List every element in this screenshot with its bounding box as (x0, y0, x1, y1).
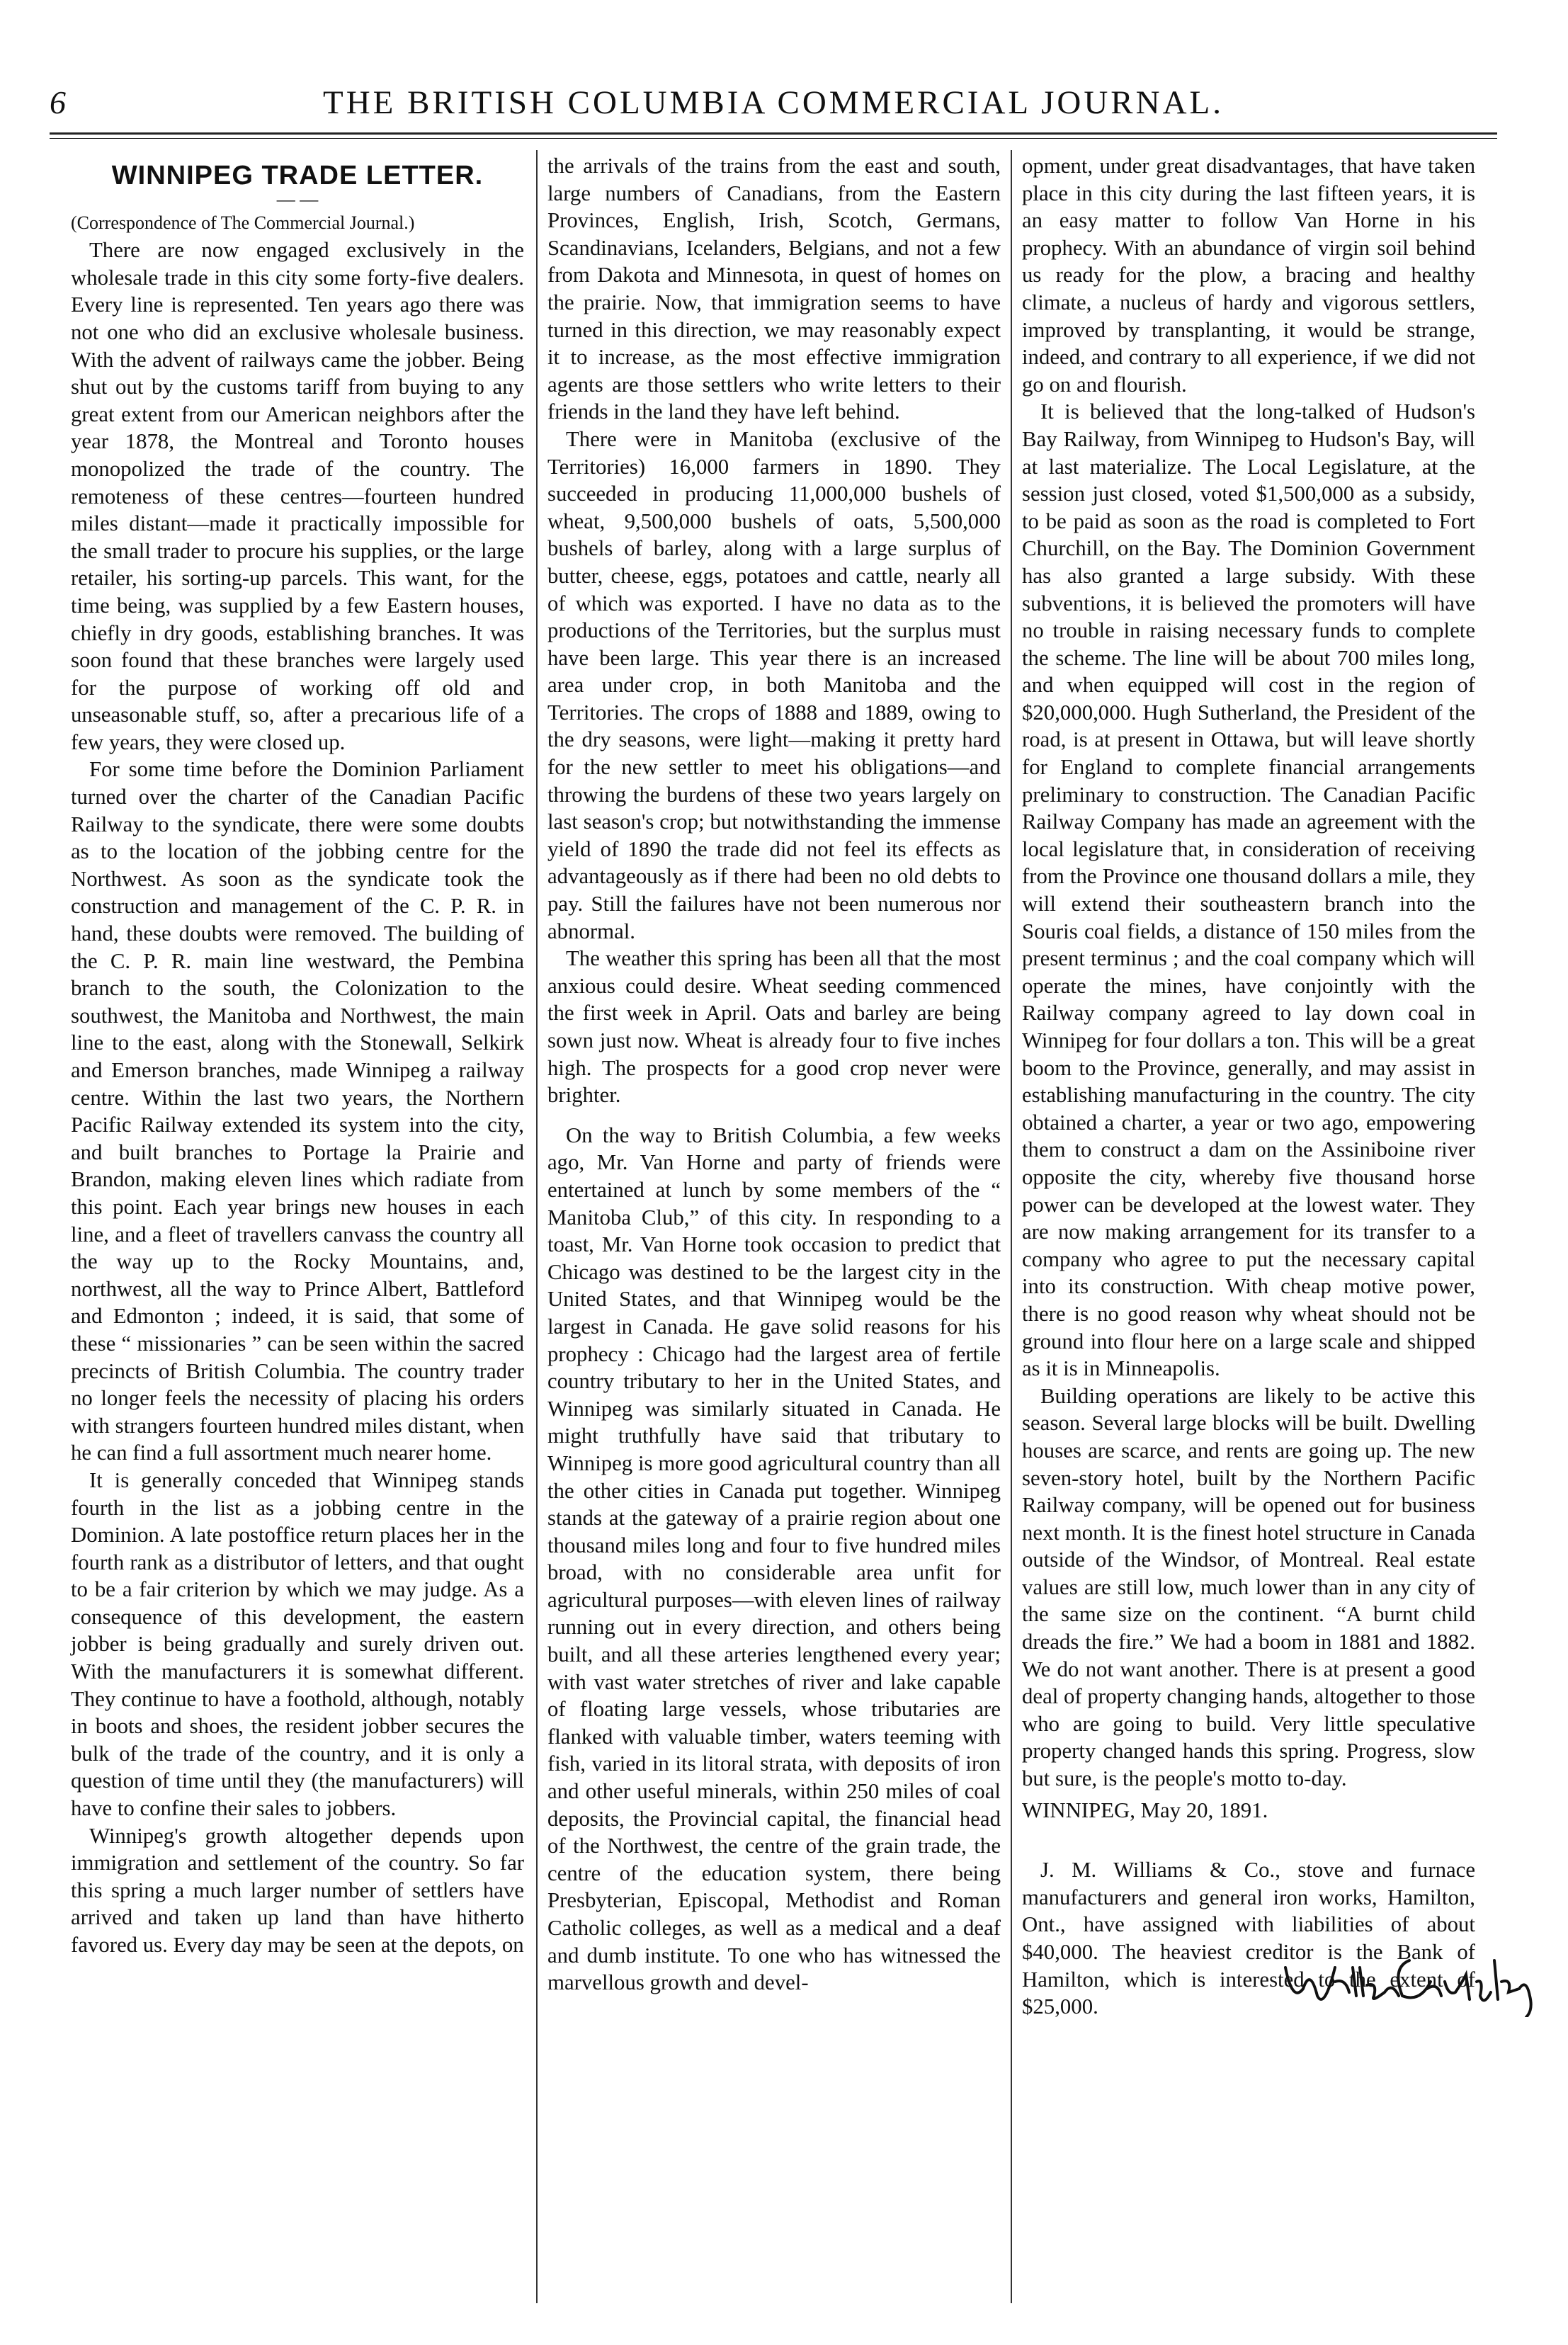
paragraph: There were in Manitoba (exclusive of the Territories) 16,000 farmers in 1890. They succeeded in producing 11,000,000 bushels of wheat, 9,500,000 bushels of oats, 5,500,000 bushels of barley, along with a large surplus of butter, cheese, eggs, potatoes and cattle, nearly all of which was exported. I have no data as to the productions of the Territories, but the surplus must have been large. This year there is an increased area under crop, in both Manitoba and the Territories. The crops of 1888 and 1889, owing to the dry seasons, were light—making it pretty hard for the new settler to meet his obligations—and throwing the burdens of these two years largely on last season's crop; but notwithstanding the immense yield of 1890 the trade did not feel its effects as advantageously as if there had been no old debts to pay. Still the failures have not been numerous nor abnormal. (547, 426, 1001, 943)
column-divider (1011, 150, 1012, 2303)
page-header (50, 84, 1497, 126)
paragraph-continued: the arrivals of the trains from the east and south, large numbers of Canadians, from the Eastern Provinces, English, Irish, Scotch, Germans, Scandinavians, Icelanders, Belgians, and not a few from Dakota and Minnesota, in quest of homes on the prairie. Now, that immigration seems to have turned in this direction, we may reasonably expect it to increase, as the most effective immigration agents are those settlers who write letters to their friends in the land they have left behind. (547, 154, 1001, 424)
paragraph-continued: opment, under great disadvantages, that have taken place in this city during the last fifteen years, it is an easy matter to follow Van Horne in his prophecy. With an abundance of virgin soil behind us ready for the plow, a bracing and healthy climate, a nucleus of hardy and vigorous settlers, improved by transplanting, it would be strange, indeed, and contrary to all experience, if we did not go on and flourish. (1022, 154, 1475, 397)
paragraph: On the way to British Columbia, a few weeks ago, Mr. Van Horne and party of friends were entertained at lunch by some members of the “ Manitoba Club,” of this city. In responding to a toast, Mr. Van Horne took occasion to predict that Chicago was destined to be the largest city in the United States, and that Winnipeg would be the largest in Canada. He gave solid reasons for his prophecy : Chicago had the largest area of fertile country tributary to her in the United States, and Winnipeg was similarly situated in Canada. He might truthfully have said that tributary to Winnipeg is more good agricultural country than all the other cities in Canada put together. Winnipeg stands at the gateway of a prairie region about one thousand miles long and four to five hundred miles broad, with no considerable area unfit for agricultural purposes—with eleven lines of railway running out in every direction, and others being built, and all these arteries lengthened every year; with vast water stretches of river and lake capable of floating large vessels, whose tributaries are flanked with valuable timber, waters teeming with fish, varied in its litoral strata, with deposits of iron and other useful minerals, within 250 miles of coal deposits, the Provincial capital, the financial head of the Northwest, the centre of the grain trade, the centre of the education system, there being Presbyterian, Episcopal, Methodist and Roman Catholic colleges, as well as a medical and a deaf and dumb institute. To one who has witnessed the marvellous growth and devel- (547, 1123, 1001, 1995)
headline-dash: — — (276, 188, 319, 210)
article-headline: WINNIPEG TRADE LETTER. (111, 161, 484, 191)
paragraph: It is believed that the long-talked of Hudson's Bay Railway, from Winnipeg to Hudson's Bay, will at last materialize. The Local Legislature, at the session just closed, voted $1,500,000 as a subsidy, to be paid as soon as the road is completed to Fort Churchill, on the Bay. The Dominion Government has also granted a large subsidy. With these subventions, it is believed the promoters will have no trouble in raising necessary funds to complete the scheme. The line will be about 700 miles long, and when equipped will cost in the region of $20,000,000. Hugh Sutherland, the President of the road, is at present in Ottawa, but will leave shortly for England to complete financial arrangements preliminary to construction. The Canadian Pacific Railway Company has made an agreement with the local legislature that, in consideration of receiving from the Province one thousand dollars a mile, they will extend their southeastern branch into the Souris coal fields, a distance of 150 miles from the present terminus ; and the coal company which will operate the mines, have conjointly with the Railway company agreed to lay down coal in Winnipeg for four dollars a ton. This will be a great boom to the Province, generally, and may assist in establishing manufacturing in the country. The city obtained a charter, a year or two ago, empowering them to construct a dam on the Assiniboine river opposite the city, whereby five thousand horse power can be developed at the lowest water. They are now making arrangement for its transfer to a company who agree to put the necessary capital into its construction. With cheap motive power, there is no good reason why wheat should not be ground into flour here on a large scale and shipped as it is in Minneapolis. (1022, 399, 1475, 1381)
header-rule (50, 132, 1497, 139)
column-2 (547, 152, 1001, 1997)
notice-paragraph: J. M. Williams & Co., stove and furnace manufacturers and general iron works, Hamilton, Ont., have assigned with liabilities of about $40,000. The heaviest creditor is the Bank of Hamilton, which is interested to the extent of $25,000. (1022, 1858, 1475, 2019)
page-number: 6 (50, 84, 66, 120)
dateline: WINNIPEG, May 20, 1891. (1022, 1798, 1268, 1822)
column-1 (71, 152, 524, 1959)
paragraph: There are now engaged exclusively in the wholesale trade in this city some forty-five dealers. Every line is represented. Ten years ago there was not one who did an exclusive wholesale business. With the advent of railways came the jobber. Being shut out by the customs tariff from buying to any great extent from our American neighbors after the year 1878, the Montreal and Toronto houses monopolized the trade of the country. The remoteness of these centres—fourteen hundred miles distant—made it practically impossible for the small trader to procure his supplies, or the large retailer, his sorting-up parcels. This want, for the time being, was supplied by a few Eastern houses, chiefly in dry goods, establishing branches. It was soon found that these branches were largely used for the purpose of working off old and unseasonable stuff, so, after a precarious life of a few years, they were closed up. (71, 238, 524, 754)
column-3 (1022, 152, 1475, 2021)
paragraph: For some time before the Dominion Parliament turned over the charter of the Canadian Pacific Railway to the syndicate, there were some doubts as to the location of the jobbing centre for the Northwest. As soon as the syndicate took the construction and management of the C. P. R. in hand, these doubts were removed. The building of the C. P. R. main line westward, the Pembina branch to the south, the Colonization to the southwest, the Manitoba and Northwest, the main line to the east, along with the Stonewall, Selkirk and Emerson branches, made Winnipeg a railway centre. Within the last two years, the Northern Pacific Railway extended its system into the city, and built branches to Portage la Prairie and Brandon, making eleven lines which radiate from this point. Each year brings new houses in each line, and a fleet of travellers canvass the country all the way up to the Rocky Mountains, and, northwest, all the way to Prince Albert, Battleford and Edmonton ; indeed, it is said, that some of these “ missionaries ” can be seen within the sacred precincts of British Columbia. The country trader no longer feels the necessity of placing his orders with strangers fourteen hundred miles distant, when he can find a full assortment much nearer home. (71, 757, 524, 1465)
handwritten-signature (1278, 1939, 1568, 2017)
paragraph: It is generally conceded that Winnipeg stands fourth in the list as a jobbing centre in the Dominion. A late postoffice return places her in the fourth rank as a distributor of letters, and that ought to be a fair criterion by which we may judge. As a consequence of this development, the eastern jobber is being gradually and surely driven out. With the manufacturers it is somewhat different. They continue to have a foothold, although, notably in boots and shoes, the resident jobber secures the bulk of the trade of the country, and it is only a question of time until they (the manufacturers) will have to confine their sales to jobbers. (71, 1467, 524, 1821)
paragraph: The weather this spring has been all that the most anxious could desire. Wheat seeding commenced the first week in April. Oats and barley are being sown just now. Wheat is already four to five inches high. The prospects for a good crop never were brighter. (547, 946, 1001, 1108)
column-divider (536, 150, 538, 2303)
paragraph: Building operations are likely to be active this season. Several large blocks will be built. Dwelling houses are scarce, and rents are going up. The new seven-story hotel, built by the Northern Pacific Railway company, will be opened out for business next month. It is the finest hotel structure in Canada outside of the Windsor, of Montreal. Real estate values are still low, much lower than in any city of the same size on the continent. “A burnt child dreads the fire.” We had a boom in 1881 and 1882. We do not want another. There is at present a good deal of property changing hands, altogether to those who are going to build. Very little speculative property changed hands this spring. Progress, slow but sure, is the people's motto to-day. (1022, 1383, 1475, 1791)
paragraph: Winnipeg's growth altogether depends upon immigration and settlement of the country. So far this spring a much larger number of settlers have arrived and taken up land than have hitherto favored us. Every day may be seen at the depots, on (71, 1823, 524, 1957)
article-byline: (Correspondence of The Commercial Journal.) (71, 212, 415, 233)
journal-title: THE BRITISH COLUMBIA COMMERCIAL JOURNAL. (323, 84, 1224, 121)
